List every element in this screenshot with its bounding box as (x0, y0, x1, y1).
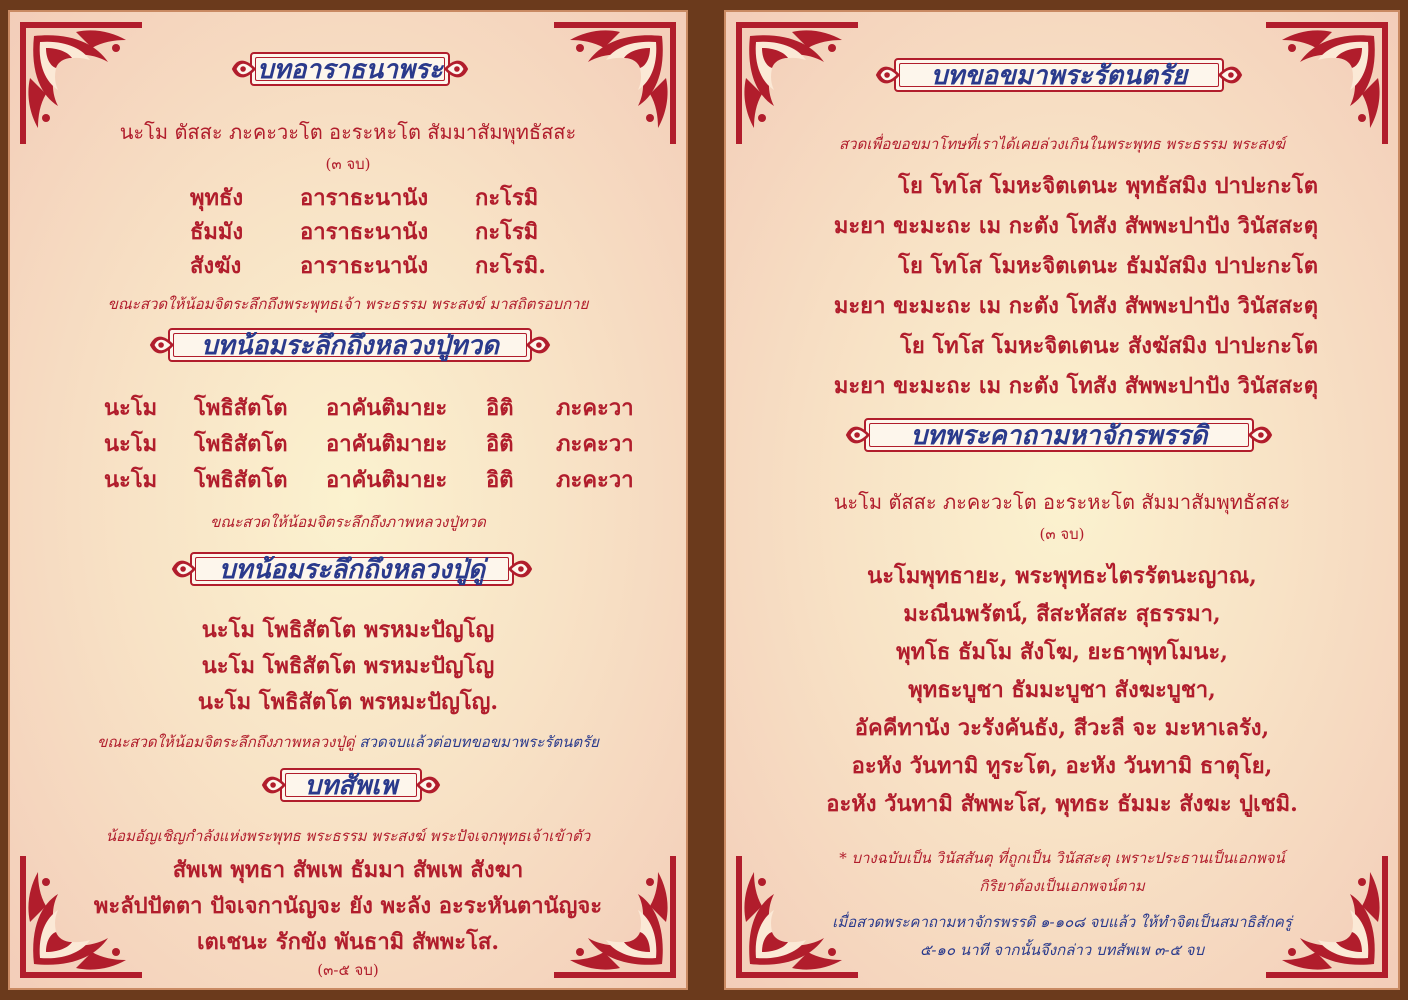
footnote: กิริยาต้องเป็นเอกพจน์ตาม (979, 877, 1145, 895)
chant-line: มะยา ขะมะถะ เม กะตัง โทสัง สัพพะปาปัง วินัสสะตุ (833, 213, 1318, 239)
chant-word: นะโม (104, 395, 158, 421)
namo-line: นะโม ตัสสะ ภะคะวะโต อะระหะโต สัมมาสัมพุทธัสสะ (119, 120, 577, 144)
chant-word: อาคันติมายะ (326, 431, 448, 457)
chant-word: ภะคะวา (556, 395, 634, 421)
banner-ornament-icon (874, 60, 902, 90)
instruction-note-blue: เมื่อสวดพระคาถามหาจักรพรรดิ ๑-๑๐๘ จบแล้ว ให้ทำจิตเป็นสมาธิสักครู่ (832, 913, 1292, 931)
banner-ornament-icon (524, 330, 552, 360)
section-title-banner (170, 546, 534, 592)
chant-line: อะหัง วันทามิ ทูระโต, อะหัง วันทามิ ธาตุโย, (851, 753, 1273, 779)
chant-word: โพธิสัตโต (194, 395, 288, 421)
chant-line: อะหัง วันทามิ สัพพะโส, พุทธะ ธัมมะ สังฆะ ปูเชมิ. (826, 791, 1298, 817)
chant-line: สัพเพ พุทธา สัพเพ ธัมมา สัพเพ สังฆา (172, 857, 524, 883)
chant-word: อาราธะนานัง (300, 253, 429, 279)
banner-ornament-icon (1216, 60, 1244, 90)
footnote: * บางฉบับเป็น วินัสสันตุ ที่ถูกเป็น วินัสสะตุ เพราะประธานเป็นเอกพจน์ (839, 849, 1285, 867)
corner-ornament-icon (732, 18, 862, 148)
instruction-note: สวดเพื่อขอขมาโทษที่เราได้เคยล่วงเกินในพระพุทธ พระธรรม พระสงฆ์ (839, 135, 1285, 153)
banner-ornament-icon (414, 770, 442, 800)
banner-ornament-icon (148, 330, 176, 360)
chant-line: นะโม โพธิสัตโต พรหมะปัญโญ (201, 617, 495, 643)
chant-word: ธัมมัง (190, 219, 244, 245)
repeat-count: (๓-๕ จบ) (317, 961, 379, 979)
chant-word: กะโรมิ (475, 219, 539, 245)
namo-line: นะโม ตัสสะ ภะคะวะโต อะระหะโต สัมมาสัมพุทธัสสะ (833, 490, 1291, 514)
banner-ornament-icon (1246, 420, 1274, 450)
corner-ornament-icon (1262, 18, 1392, 148)
instruction-note: ขณะสวดให้น้อมจิตระลึกถึงพระพุทธเจ้า พระธรรม พระสงฆ์ มาสถิตรอบกาย (107, 295, 589, 313)
chant-word: นะโม (104, 467, 158, 493)
chant-line: มะยา ขะมะถะ เม กะตัง โทสัง สัพพะปาปัง วินัสสะตุ (833, 293, 1318, 319)
chant-line: โย โทโส โมหะจิตเตนะ ธัมมัสมิง ปาปะกะโต (898, 253, 1318, 279)
chant-line: เตเชนะ รักขัง พันธามิ สัพพะโส. (197, 929, 499, 955)
banner-ornament-icon (170, 554, 198, 584)
chant-word: อาราธะนานัง (300, 185, 429, 211)
chant-word: ภะคะวา (556, 467, 634, 493)
chant-line: พุทธะบูชา ธัมมะบูชา สังฆะบูชา, (908, 677, 1216, 703)
chant-word: อาคันติมายะ (326, 395, 448, 421)
section-title: บทขอขมาพระรัตนตรัย (930, 60, 1188, 91)
repeat-count: (๓ จบ) (325, 155, 371, 173)
instruction-note: ขณะสวดให้น้อมจิตระลึกถึงภาพหลวงปู่ทวด (210, 513, 486, 531)
chant-row (190, 248, 546, 283)
chant-line: โย โทโส โมหะจิตเตนะ พุทธัสมิง ปาปะกะโต (898, 173, 1318, 199)
chant-row (104, 462, 634, 497)
section-title-banner (844, 412, 1274, 458)
chant-line: พะลัปปัตตา ปัจเจกานัญจะ ยัง พะลัง อะระหันตานัญจะ (93, 893, 603, 919)
section-title: บทสัพเพ (304, 770, 398, 801)
instruction-note: น้อมอัญเชิญกำลังแห่งพระพุทธ พระธรรม พระสงฆ์ พระปัจเจกพุทธเจ้าเข้าตัว (105, 827, 591, 845)
section-title-banner (874, 52, 1244, 98)
section-title: บทน้อมระลึกถึงหลวงปู่ทวด (201, 330, 499, 361)
repeat-count: (๓ จบ) (1039, 525, 1085, 543)
chant-word: อาราธะนานัง (300, 219, 429, 245)
right-page (724, 10, 1400, 990)
chant-line: มะยา ขะมะถะ เม กะตัง โทสัง สัพพะปาปัง วินัสสะตุ (833, 373, 1318, 399)
chant-word: อาคันติมายะ (326, 467, 448, 493)
section-title: บทอาราธนาพระ (257, 54, 443, 85)
instruction-note-blue: สวดจบแล้วต่อบทขอขมาพระรัตนตรัย (359, 733, 599, 751)
chant-line: โย โทโส โมหะจิตเตนะ สังฆัสมิง ปาปะกะโต (900, 333, 1318, 359)
section-title: บทน้อมระลึกถึงหลวงปู่ดู่ (219, 554, 485, 585)
chant-word: สังฆัง (190, 253, 242, 279)
chant-word: โพธิสัตโต (194, 431, 288, 457)
chant-line: นะโม โพธิสัตโต พรหมะปัญโญ (201, 653, 495, 679)
chant-row (190, 214, 538, 249)
section-title-banner (260, 762, 442, 808)
instruction-note-red: ขณะสวดให้น้อมจิตระลึกถึงภาพหลวงปู่ดู่ (97, 733, 355, 751)
chant-line: นะโมพุทธายะ, พระพุทธะไตรรัตนะญาณ, (867, 563, 1257, 589)
chant-line: อัคคีทานัง วะรังคันธัง, สีวะลี จะ มะหาเลรัง, (854, 715, 1270, 741)
instruction-note-blue: ๕-๑๐ นาที จากนั้นจึงกล่าว บทสัพเพ ๓-๕ จบ (920, 941, 1204, 959)
chant-line: มะณีนพรัตน์, สีสะหัสสะ สุธรรมา, (903, 601, 1221, 627)
banner-ornament-icon (506, 554, 534, 584)
section-title: บทพระคาถามหาจักรพรรดิ (910, 420, 1208, 451)
chant-row (104, 426, 634, 461)
banner-ornament-icon (260, 770, 288, 800)
banner-ornament-icon (844, 420, 872, 450)
left-page (8, 10, 688, 990)
chant-word: โพธิสัตโต (194, 467, 288, 493)
chant-row (104, 390, 634, 425)
chant-word: กะโรมิ (475, 185, 539, 211)
banner-ornament-icon (230, 54, 258, 84)
chant-line: พุทโธ ธัมโม สังโฆ, ยะธาพุทโมนะ, (896, 639, 1228, 665)
chant-word: กะโรมิ. (475, 253, 546, 279)
instruction-note (10, 730, 686, 754)
chant-word: อิติ (486, 395, 514, 421)
chant-word: ภะคะวา (556, 431, 634, 457)
chant-row (190, 180, 538, 215)
chant-line: นะโม โพธิสัตโต พรหมะปัญโญ. (197, 689, 499, 715)
banner-ornament-icon (442, 54, 470, 84)
section-title-banner (148, 322, 552, 368)
chant-word: อิติ (486, 431, 514, 457)
chant-word: พุทธัง (190, 185, 244, 211)
chant-word: นะโม (104, 431, 158, 457)
section-title-banner (230, 46, 470, 92)
chant-word: อิติ (486, 467, 514, 493)
